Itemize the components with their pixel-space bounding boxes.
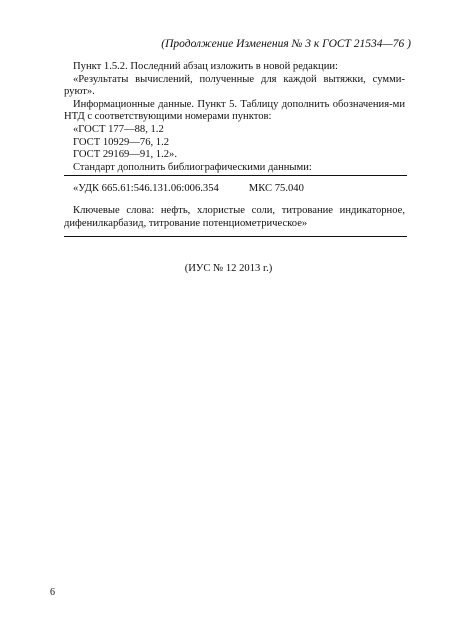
paragraph-point-1-5-2: Пункт 1.5.2. Последний абзац изложить в новой редакции: (73, 61, 338, 72)
paragraph-info-data: Информационные данные. Пункт 5. Таблицу дополнить обозначения-ми НТД с соответствующими номерами пунктов: (64, 98, 405, 123)
divider-top (64, 175, 407, 176)
gost-ref-177: «ГОСТ 177—88, 1.2 (73, 123, 164, 135)
page-number: 6 (50, 587, 55, 598)
paragraph-bibliography-intro: Стандарт дополнить библиографическими данными: (73, 161, 312, 173)
amendment-text (64, 61, 405, 174)
udk-code: «УДК 665.61:546.131.06:006.354 (73, 183, 219, 194)
udk-line (73, 183, 304, 194)
mks-code: МКС 75.040 (248, 183, 304, 194)
divider-bottom (64, 236, 407, 237)
keywords (64, 205, 405, 230)
keywords-text: Ключевые слова: нефть, хлористые соли, титрование индикаторное, дифенилкарбазид, титрование потенциометрическое» (64, 205, 405, 229)
running-header: (Продолжение Изменения № 3 к ГОСТ 21534—76 ) (161, 38, 411, 50)
gost-ref-29169: ГОСТ 29169—91, 1.2». (73, 149, 177, 161)
paragraph-results-quote: «Результаты вычислений, полученные для каждой вытяжки, сумми-руют». (64, 73, 405, 98)
gost-ref-10929: ГОСТ 10929—76, 1.2 (73, 136, 170, 148)
ius-reference: (ИУС № 12 2013 г.) (184, 263, 273, 274)
